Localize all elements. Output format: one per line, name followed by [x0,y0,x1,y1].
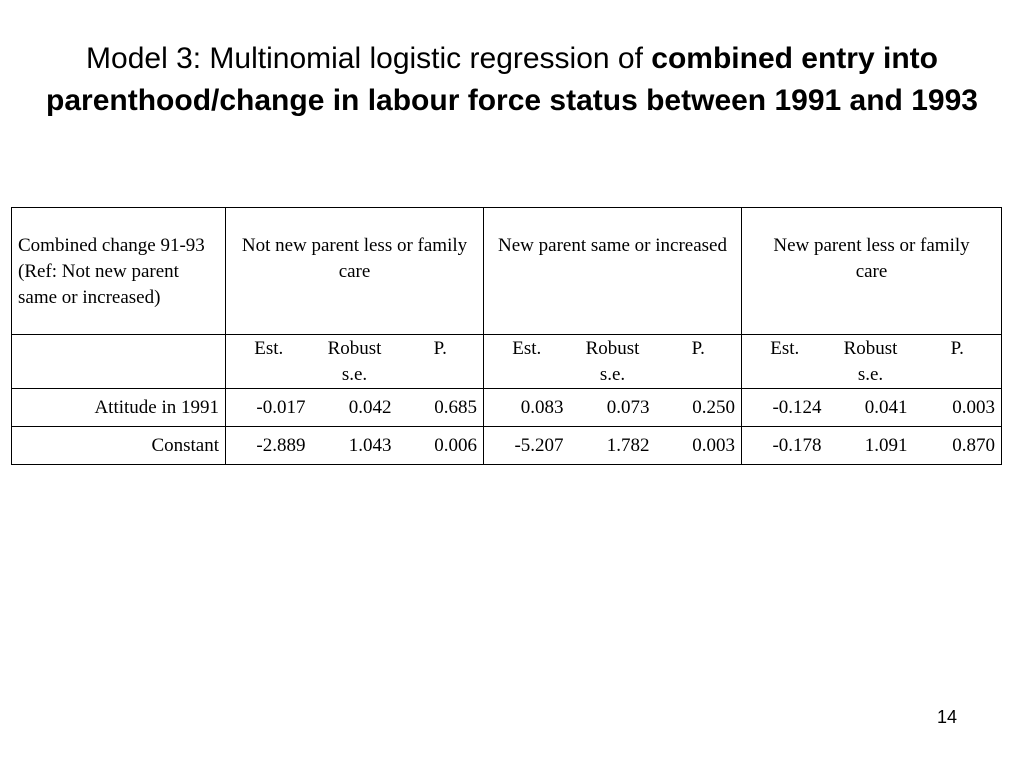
subheader-est: Est. [226,335,312,389]
table-cell: 1.782 [570,427,656,465]
table-cell: 0.870 [914,427,1002,465]
group-header-1: Not new parent less or family care [226,208,484,335]
regression-table [11,207,1002,465]
row-label: Constant [12,427,226,465]
table-cell: 0.250 [656,389,742,427]
subheader-empty [12,335,226,389]
table-cell: 0.003 [914,389,1002,427]
subheader-est: Est. [742,335,828,389]
table-row [12,389,1002,427]
table-cell: 0.003 [656,427,742,465]
subheader-robust-se: Robust s.e. [570,335,656,389]
subheader-robust-se: Robust s.e. [828,335,914,389]
table-cell: -5.207 [484,427,570,465]
table-cell: 1.043 [312,427,398,465]
table-cell: -0.017 [226,389,312,427]
table-cell: 0.006 [398,427,484,465]
group-header-3: New parent less or family care [742,208,1002,335]
group-header-row [12,208,1002,335]
group-header-2: New parent same or increased [484,208,742,335]
subheader-p: P. [914,335,1002,389]
slide-title [40,38,984,122]
row-label: Attitude in 1991 [12,389,226,427]
page-number: 14 [937,707,958,727]
title-bold-text: combined entry into parenthood/change in labour force status between 1991 and 1993 [46,42,978,117]
table-cell: 0.041 [828,389,914,427]
table-cell: -0.124 [742,389,828,427]
title-normal-text: Model 3: Multinomial logistic regression of [86,42,652,75]
table-cell: 1.091 [828,427,914,465]
subheader-robust-se: Robust s.e. [312,335,398,389]
subheader-p: P. [656,335,742,389]
subheader-est: Est. [484,335,570,389]
table-cell: -0.178 [742,427,828,465]
table-cell: 0.042 [312,389,398,427]
table-row [12,427,1002,465]
subheader-row [12,335,1002,389]
table-cell: 0.073 [570,389,656,427]
corner-label: Combined change 91-93 (Ref: Not new parent same or increased) [12,208,226,335]
table-cell: -2.889 [226,427,312,465]
table-cell: 0.083 [484,389,570,427]
table-cell: 0.685 [398,389,484,427]
subheader-p: P. [398,335,484,389]
